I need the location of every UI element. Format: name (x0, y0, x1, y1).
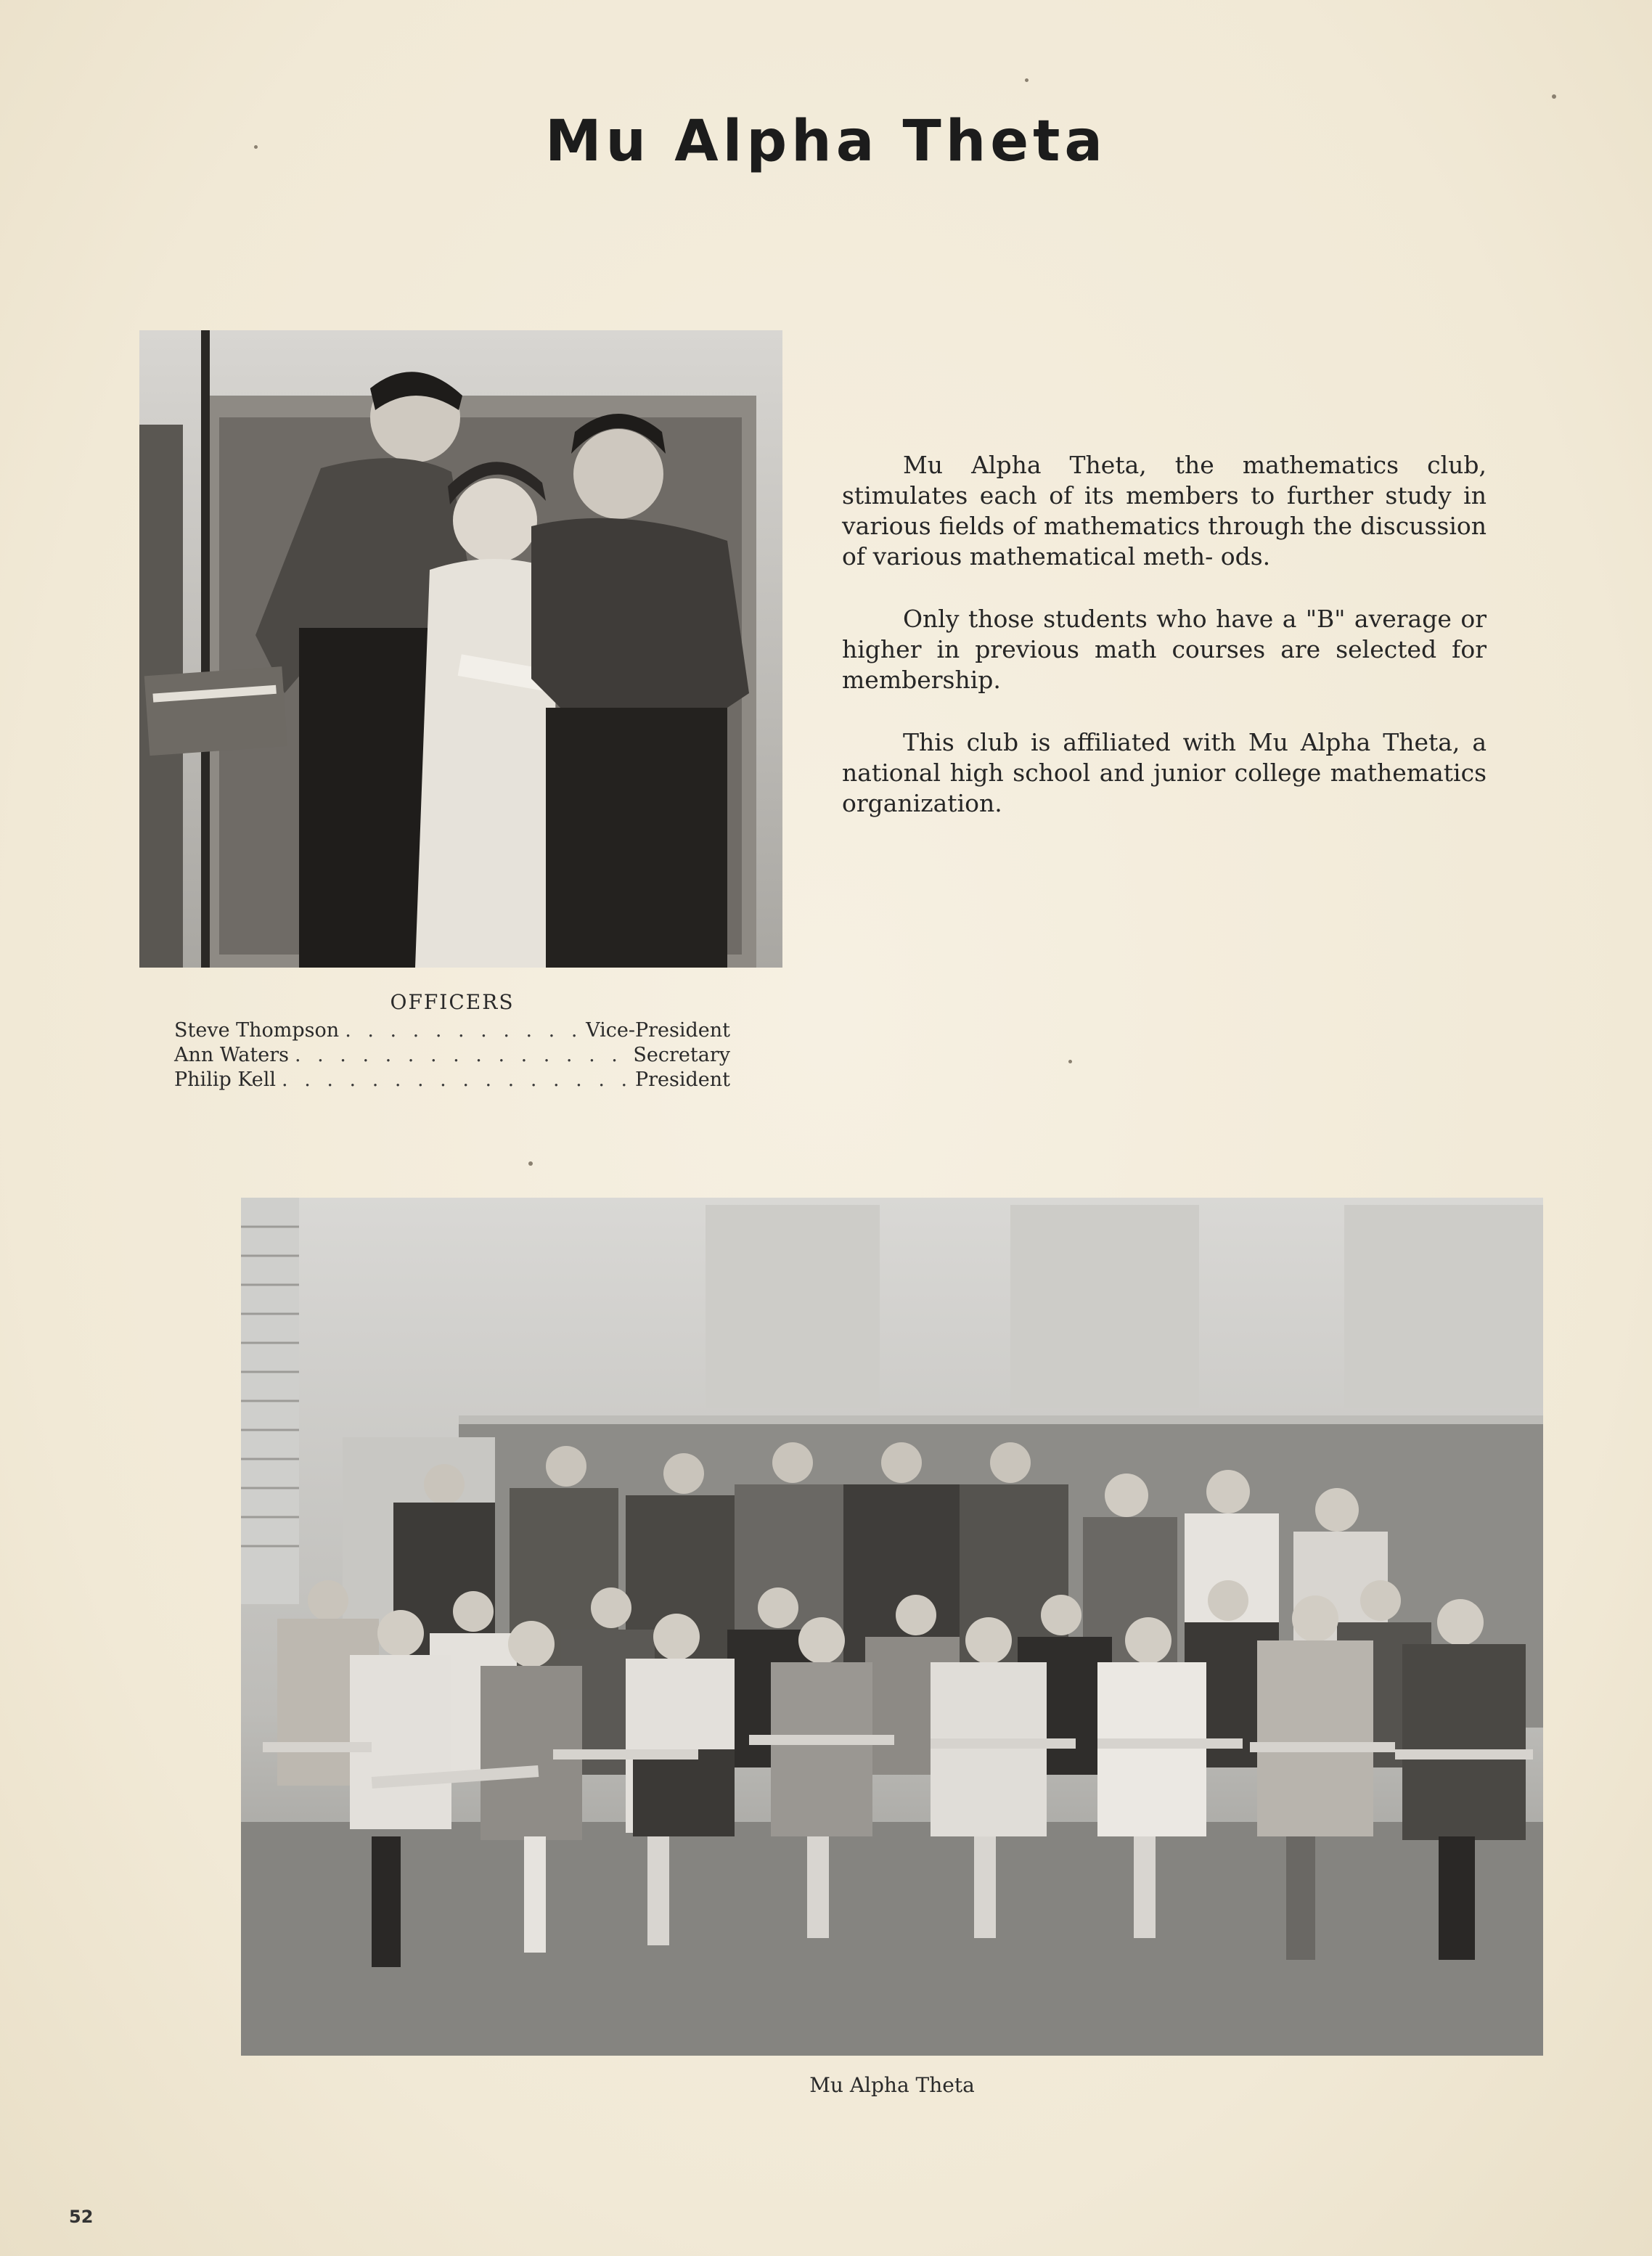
officer-name: Steve Thompson (174, 1019, 340, 1042)
officer-name: Philip Kell (174, 1068, 277, 1091)
officers-list (174, 990, 730, 1092)
officers-heading: OFFICERS (390, 990, 515, 1014)
officer-row (174, 1043, 730, 1068)
paper-speck (1552, 94, 1556, 99)
officer-title: Vice-President (586, 1019, 730, 1042)
officer-title: President (634, 1068, 730, 1091)
group-photo-caption: Mu Alpha Theta (809, 2073, 975, 2097)
dot-leader (295, 1043, 627, 1068)
paper-speck (528, 1161, 533, 1166)
description-paragraph: Only those students who have a "B" average or higher in previous math courses are selected for membership. (842, 605, 1487, 694)
officer-name: Ann Waters (174, 1044, 289, 1066)
description-paragraph: This club is affiliated with Mu Alpha Theta, a national high school and junior college mathematics organization. (842, 728, 1487, 817)
officers-photo (139, 330, 782, 968)
club-description (842, 450, 1487, 851)
officer-title: Secretary (633, 1044, 730, 1066)
paper-speck (254, 145, 258, 149)
dot-leader (282, 1068, 629, 1092)
page-title: Mu Alpha Theta (544, 109, 1108, 174)
page-number: 52 (69, 2207, 94, 2227)
officer-row (174, 1018, 730, 1043)
paper-speck (1068, 1060, 1072, 1063)
officer-row (174, 1068, 730, 1092)
dot-leader (345, 1018, 580, 1043)
paper-speck (1025, 78, 1029, 82)
description-paragraph: Mu Alpha Theta, the mathematics club, stimulates each of its members to further study in various fields of mathematics through the discussion of various mathematical meth- ods. (842, 451, 1487, 571)
group-photo (241, 1198, 1543, 2056)
